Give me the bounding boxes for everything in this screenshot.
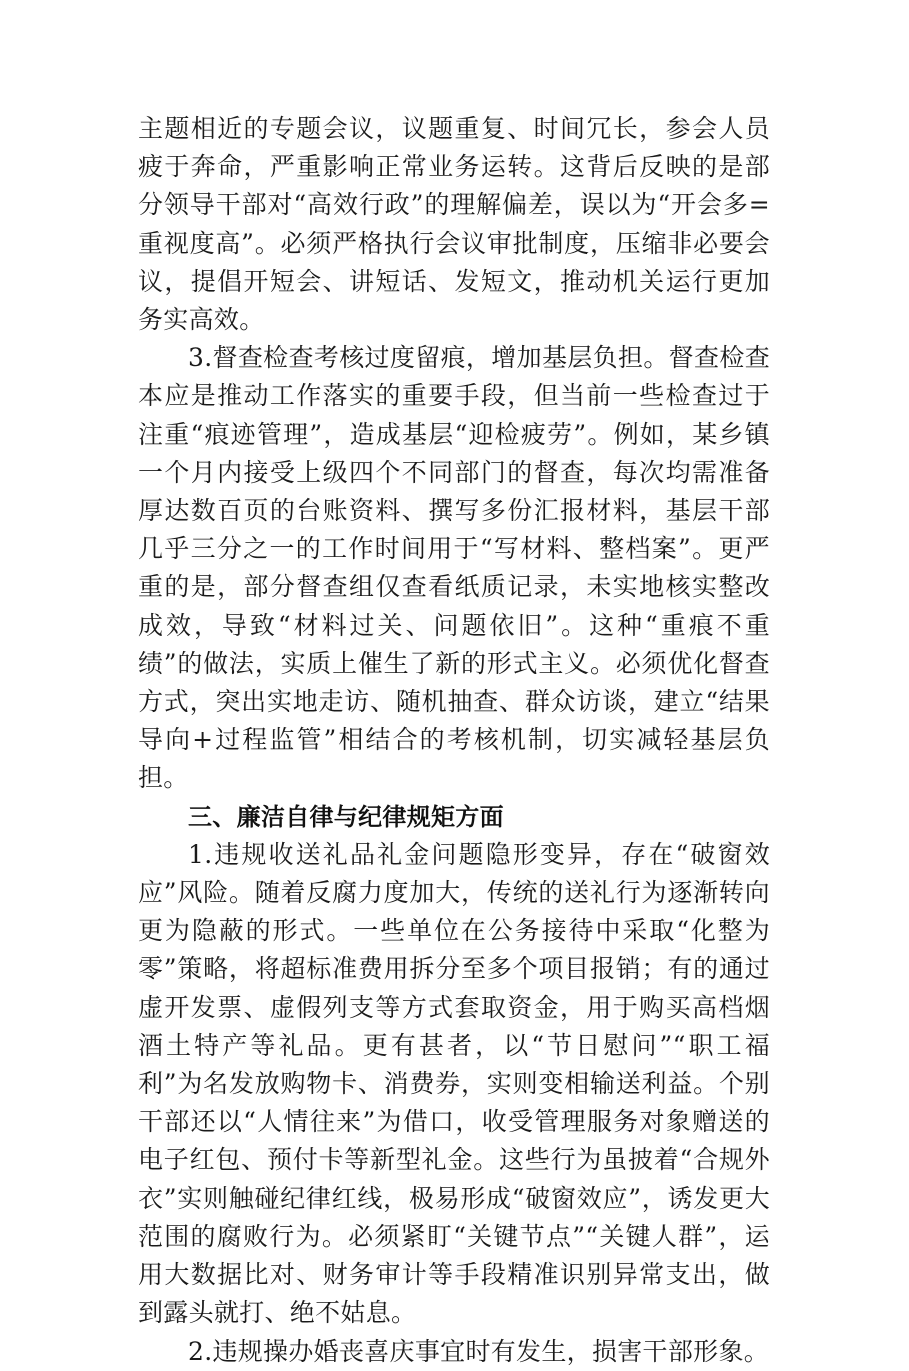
section-heading-integrity: 三、廉洁自律与纪律规矩方面 xyxy=(188,802,504,831)
paragraph-inspection-burden: 3.督查检查考核过度留痕，增加基层负担。督查检查本应是推动工作落实的重要手段，但当前一些检查过于注重“痕迹管理”，造成基层“迎检疲劳”。例如，某乡镇一个月内接受上级四个不同部门的督查，每次均需准备厚达数百页的台账资料、撰写多份汇报材料，基层干部几乎三分之一的工作时间用于“写材料、整档案”。更严重的是，部分督查组仅查看纸质记录，未实地核实整改成效，导致“材料过关、问题依旧”。这种“重痕不重绩”的做法，实质上催生了新的形式主义。必须优化督查方式，突出实地走访、随机抽查、群众访谈，建立“结果导向+过程监管”相结合的考核机制，切实减轻基层负担。 xyxy=(138,343,770,793)
document-body xyxy=(138,110,770,1371)
paragraph-weddings-funerals: 2.违规操办婚丧喜庆事宜时有发生，损害干部形象。 xyxy=(188,1336,770,1366)
paragraph-meeting-continuation: 主题相近的专题会议，议题重复、时间冗长，参会人员疲于奔命，严重影响正常业务运转。这背后反映的是部分领导干部对“高效行政”的理解偏差，误以为“开会多=重视度高”。必须严格执行会议审批制度，压缩非必要会议，提倡开短会、讲短话、发短文，推动机关运行更加务实高效。 xyxy=(138,114,770,335)
paragraph-gifts-violation: 1.违规收送礼品礼金问题隐形变异，存在“破窗效应”风险。随着反腐力度加大，传统的送礼行为逐渐转向更为隐蔽的形式。一些单位在公务接待中采取“化整为零”策略，将超标准费用拆分至多个项目报销；有的通过虚开发票、虚假列支等方式套取资金，用于购买高档烟酒土特产等礼品。更有甚者，以“节日慰问”“职工福利”为名发放购物卡、消费券，实则变相输送利益。个别干部还以“人情往来”为借口，收受管理服务对象赠送的电子红包、预付卡等新型礼金。这些行为虽披着“合规外衣”实则触碰纪律红线，极易形成“破窗效应”，诱发更大范围的腐败行为。必须紧盯“关键节点”“关键人群”，运用大数据比对、财务审计等手段精准识别异常支出，做到露头就打、绝不姑息。 xyxy=(138,839,770,1328)
